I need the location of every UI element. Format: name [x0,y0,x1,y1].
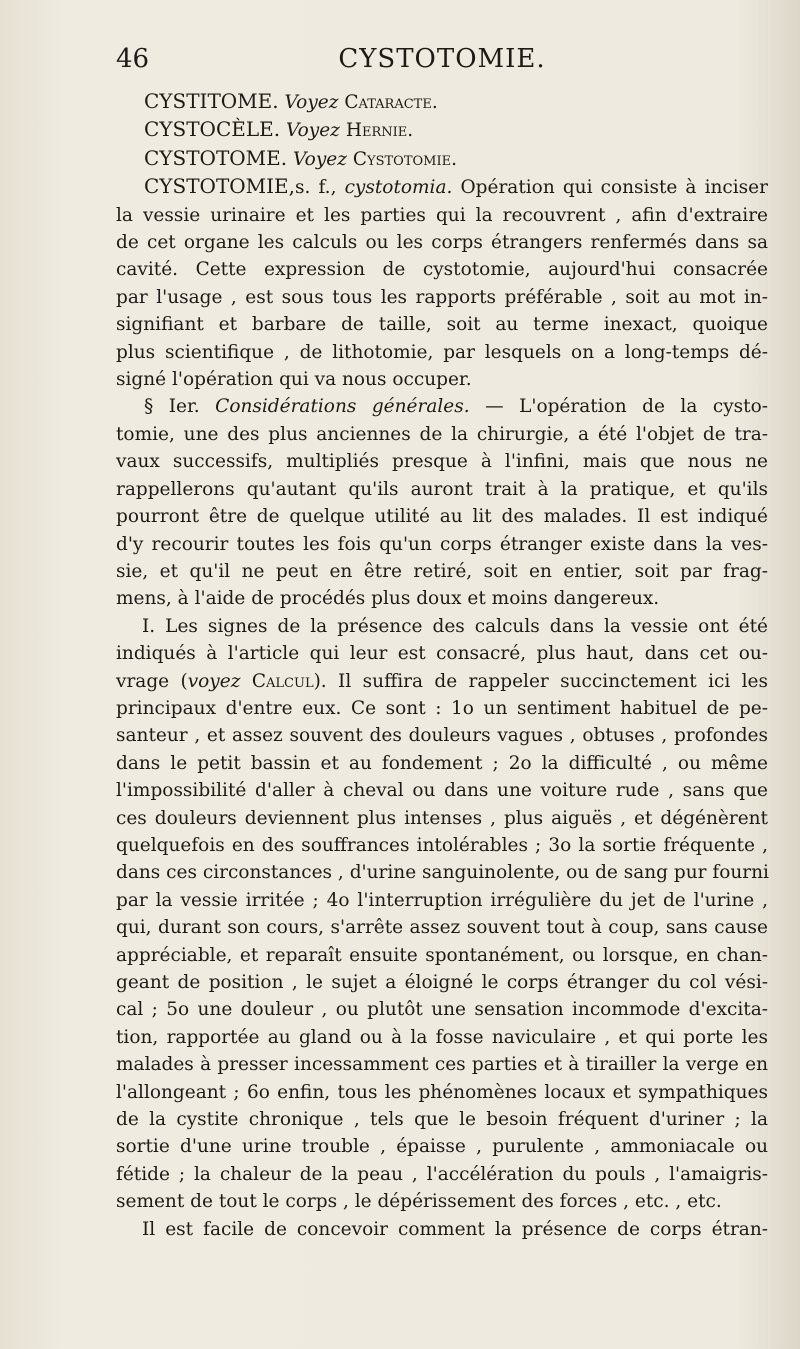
text-line: sement de tout le corps , le dépérissement des forces , etc. , etc. [116,1191,722,1213]
paragraph-start: Il est facile de concevoir comment la présence de corps étran- [142,1218,768,1240]
text-line: ces douleurs deviennent plus intenses , plus aiguës , et dégénèrent [116,807,768,829]
text-line: dans ces circonstances , d'urine sanguinolente, ou de sang pur fourni [116,862,769,884]
text-line: dans le petit bassin et au fondement ; 2o la difficulté , ou même [116,752,768,774]
text-line: tomie, une des plus anciennes de la chirurgie, a été l'objet de tra- [116,423,768,445]
page-header [116,44,768,84]
text-line: mens, à l'aide de procédés plus doux et moins dangereux. [116,588,660,610]
text-line: principaux d'entre eux. Ce sont : 1o un sentiment habituel de pe- [116,697,768,719]
text-line: l'allongeant ; 6o enfin, tous les phénomènes locaux et sympathiques [116,1081,768,1103]
text-line: malades à presser incessamment ces parties et à tirailler la verge en [116,1054,768,1076]
text-line: geant de position , le sujet a éloigné le corps étranger du col vési- [116,972,768,993]
body-text [116,88,768,1243]
text-line: cavité. Cette expression de cystotomie, aujourd'hui consacrée [116,259,768,281]
text-line: signifiant et barbare de taille, soit au terme inexact, quoique [116,314,768,336]
main-entry-heading: CYSTOTOMIE,s. f., cystotomia. Opération qui consiste à inciser [144,174,768,199]
text-line: par l'usage , est sous tous les rapports préférable , soit au mot in- [116,286,768,308]
text-line: tion, rapportée au gland ou à la fosse naviculaire , et qui porte les [116,1026,768,1048]
text-line: l'impossibilité d'aller à cheval ou dans une voiture rude , sans que [116,780,768,802]
text-line: pourront être de quelque utilité au lit des malades. Il est indiqué [116,506,768,528]
running-title: CYSTOTOMIE. [338,44,546,74]
text-line: santeur , et assez souvent des douleurs vagues , obtuses , profondes [116,725,768,747]
text-line: rappellerons qu'autant qu'ils auront trait à la pratique, et qu'ils [116,478,768,500]
text-line: cal ; 5o une douleur , ou plutôt une sensation incommode d'excita- [116,999,768,1021]
section-heading: § Ier. Considérations générales. — L'opération de la cysto- [144,396,768,418]
entry-cystocele: CYSTOCÈLE. Voyez Hernie. [144,117,414,142]
text-line: de cet organe les calculs ou les corps étrangers renfermés dans sa [116,232,768,254]
text-line: signé l'opération qui va nous occuper. [116,369,472,391]
paragraph-start: I. Les signes de la présence des calculs dans la vessie ont été [142,615,768,637]
text-line: sie, et qu'il ne peut en être retiré, soit en entier, soit par frag- [116,560,768,582]
text-line: plus scientifique , de lithotomie, par lesquels on a long-temps dé- [116,341,768,363]
text-line: par la vessie irritée ; 4o l'interruption irrégulière du jet de l'urine , [116,889,768,911]
text-line: la vessie urinaire et les parties qui la recouvrent , afin d'extraire [116,204,768,226]
page-number: 46 [116,44,150,74]
text-line: fétide ; la chaleur de la peau , l'accélération du pouls , l'amaigris- [116,1163,768,1185]
entry-cystotome: CYSTOTOME. Voyez Cystotomie. [144,145,457,170]
entry-cystitome: CYSTITOME. Voyez Cataracte. [144,89,438,113]
text-line: d'y recourir toutes les fois qu'un corps étranger existe dans la ves- [116,533,768,555]
text-line: vaux successifs, multipliés presque à l'infini, mais que nous ne [116,451,768,473]
text-line: indiqués à l'article qui leur est consacré, plus haut, dans cet ou- [116,643,768,665]
text-line: sortie d'une urine trouble , épaisse , purulente , ammoniacale ou [116,1136,768,1158]
text-line-with-reference: vrage (voyez Calcul). Il suffira de rappeler succinctement ici les [116,670,768,692]
text-line: qui, durant son cours, s'arrête assez souvent tout à coup, sans cause [116,917,768,939]
text-line: de la cystite chronique , tels que le besoin fréquent d'uriner ; la [116,1109,768,1131]
text-line: quelquefois en des souffrances intolérables ; 3o la sortie fréquente , [116,834,768,856]
text-line: appréciable, et reparaît ensuite spontanément, ou lorsque, en chan- [116,944,768,966]
